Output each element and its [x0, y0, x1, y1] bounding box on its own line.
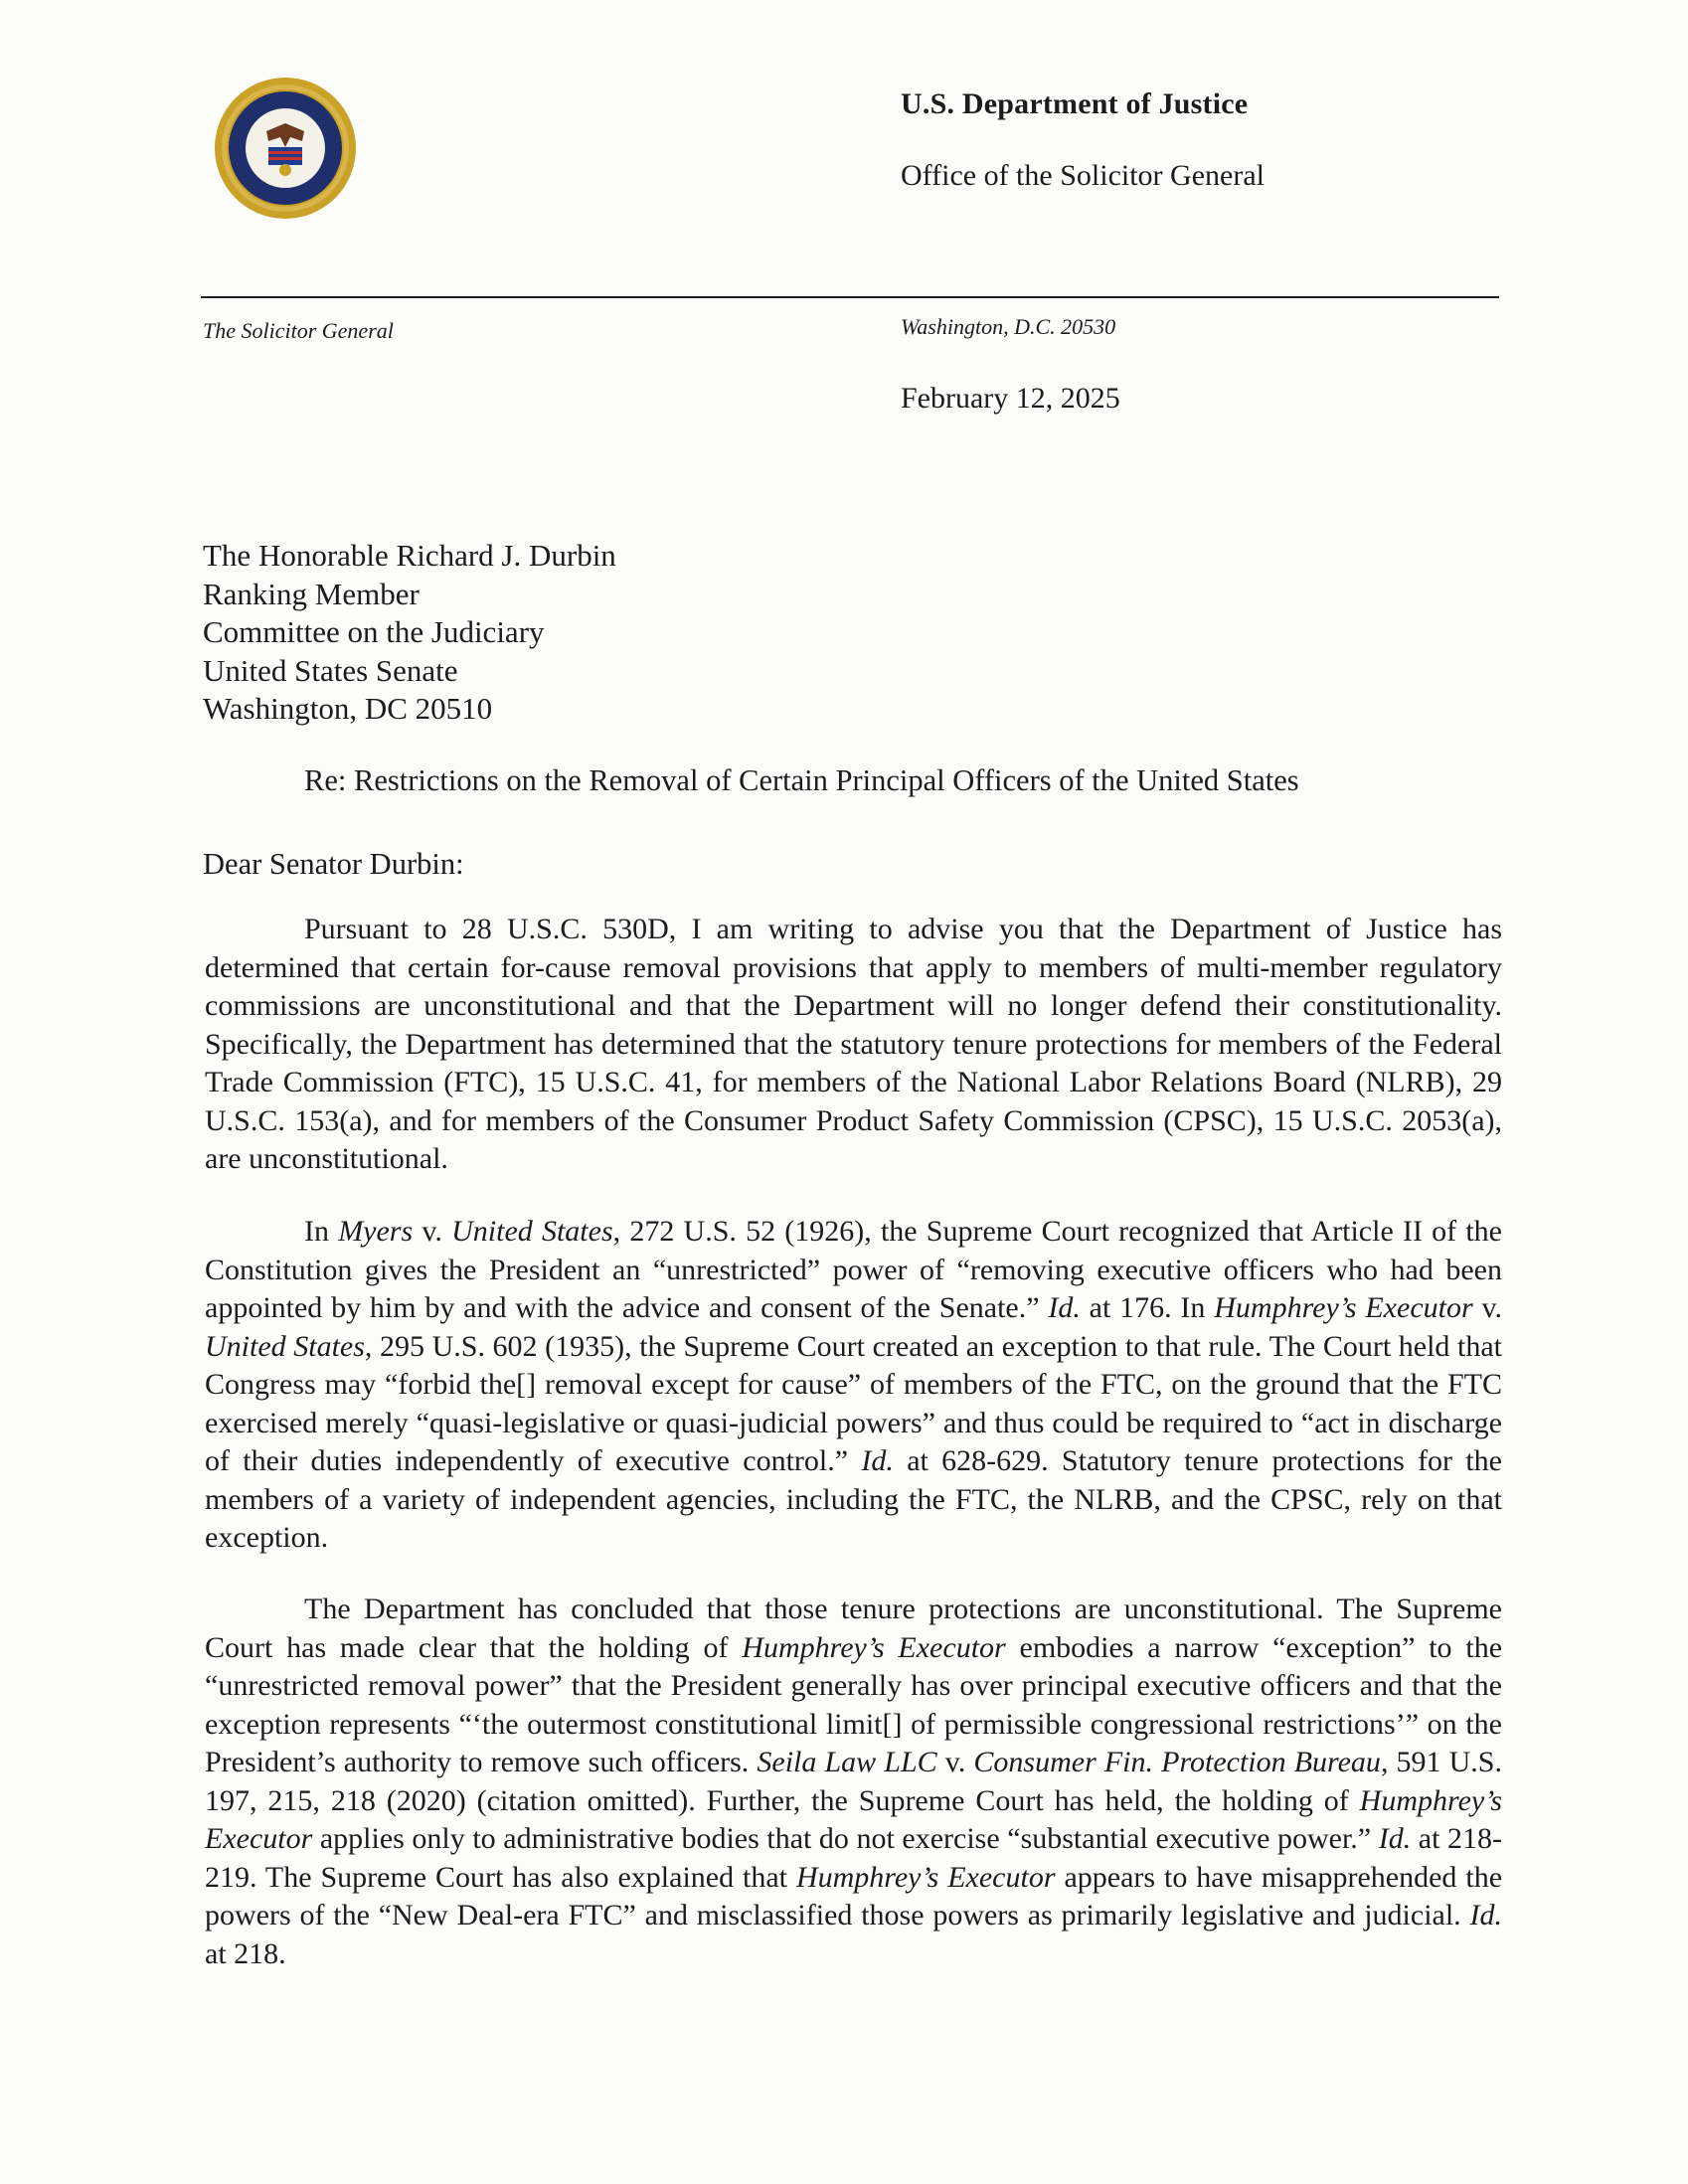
- recipient-line: The Honorable Richard J. Durbin: [203, 538, 616, 573]
- recipient-line: Washington, DC 20510: [203, 691, 493, 726]
- sender-title: The Solicitor General: [203, 318, 394, 343]
- recipient-line: United States Senate: [203, 652, 458, 688]
- recipient-address: [203, 537, 616, 729]
- salutation: Dear Senator Durbin:: [203, 847, 464, 881]
- body-paragraph: Pursuant to 28 U.S.C. 530D, I am writing to advise you that the Department of Justice has determined that certain for-cause removal provisions that apply to members of multi-member regulatory commissions are unconstitutional and that the Department will no longer defend their constitutionality. Specifically, the Department has determined that the statutory tenure protections for members of the Federal Trade Commission (FTC), 15 U.S.C. 41, for members of the National Labor Relations Board (NLRB), 29 U.S.C. 153(a), and for members of the Consumer Product Safety Commission (CPSC), 15 U.S.C. 2053(a), are unconstitutional.: [205, 913, 1502, 1175]
- body-paragraph: In Myers v. United States, 272 U.S. 52 (1926), the Supreme Court recognized that Article II of the Constitution gives the President an “unrestricted” power of “removing executive officers who had been appointed by him by and with the advice and consent of the Senate.” Id. at 176. In Humphrey’s Executor v. United States, 295 U.S. 602 (1935), the Supreme Court created an exception to that rule. The Court held that Congress may “forbid the[] removal except for cause” of members of the FTC, on the ground that the FTC exercised merely “quasi-legislative or quasi-judicial powers” and thus could be required to “act in discharge of their duties independently of executive control.” Id. at 628-629. Statutory tenure protections for the members of a variety of independent agencies, including the FTC, the NLRB, and the CPSC, rely on that exception.: [205, 1215, 1502, 1554]
- subject-line: Re: Restrictions on the Removal of Certain Principal Officers of the United States: [304, 763, 1299, 797]
- doj-seal-icon: [213, 76, 358, 221]
- department-name: U.S. Department of Justice: [901, 87, 1249, 120]
- body-paragraph: The Department has concluded that those tenure protections are unconstitutional. The Supreme Court has made clear that the holding of Humphrey’s Executor embodies a narrow “exception” to the “unrestricted removal power” that the President generally has over principal executive officers and that the exception represents “‘the outermost constitutional limit[] of permissible congressional restrictions’” on the President’s authority to remove such officers. Seila Law LLC v. Consumer Fin. Protection Bureau, 591 U.S. 197, 215, 218 (2020) (citation omitted). Further, the Supreme Court has held, the holding of Humphrey’s Executor applies only to administrative bodies that do not exercise “substantial executive power.” Id. at 218-219. The Supreme Court has also explained that Humphrey’s Executor appears to have misapprehended the powers of the “New Deal-era FTC” and misclassified those powers as primarily legislative and judicial. Id. at 218.: [205, 1593, 1503, 1970]
- recipient-line: Ranking Member: [203, 576, 420, 611]
- letter-date: February 12, 2025: [901, 382, 1120, 415]
- sender-location: Washington, D.C. 20530: [901, 314, 1116, 339]
- letterhead-rule: [201, 296, 1499, 298]
- office-name: Office of the Solicitor General: [901, 159, 1265, 192]
- recipient-line: Committee on the Judiciary: [203, 614, 545, 649]
